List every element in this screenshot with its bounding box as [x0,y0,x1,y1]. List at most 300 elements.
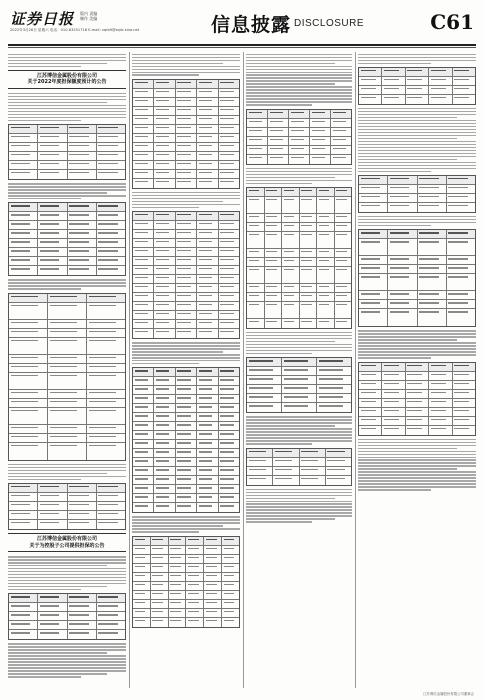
table-cell [154,284,175,292]
table-cell [133,284,154,292]
table-row [247,467,351,476]
body-text-block [358,54,476,64]
text-line [132,207,199,208]
table-cell [197,386,218,394]
table-cell [335,302,352,318]
text-line [8,93,126,94]
table-cell [289,137,310,145]
text-line [246,74,352,75]
table-cell [154,503,175,512]
text-line [358,454,476,455]
table-cell [68,511,97,519]
table-cell [219,494,239,502]
table-row [359,300,475,309]
table-cell [154,257,175,265]
table-cell [219,476,239,484]
table-cell [197,485,218,493]
table-cell [197,275,218,283]
table-cell [197,293,218,301]
table-row [9,257,125,266]
table-cell [382,408,405,416]
table-cell [265,258,283,266]
table-cell [151,591,169,599]
table-cell [453,372,475,380]
table-cell [247,367,282,375]
table-header-row [9,203,125,212]
table-cell [219,377,239,385]
table-cell [176,134,197,142]
table-cell [97,203,125,211]
table-cell [282,367,317,375]
table-cell [133,320,154,328]
table-cell [9,303,48,319]
text-line [358,168,476,169]
table-cell [169,600,187,608]
table-cell [197,116,218,124]
text-line [246,54,352,55]
table-cell [9,373,48,389]
table-cell [68,257,97,265]
table-cell [38,239,67,247]
table-cell [38,248,67,256]
table-cell [176,179,197,188]
table-cell [48,338,87,354]
table-cell [151,609,169,617]
table-cell [359,309,388,326]
table-cell [197,107,218,115]
text-line [246,419,352,420]
table-cell [310,146,331,154]
text-line [8,192,107,193]
table-cell [335,188,352,196]
text-line [246,509,352,510]
text-line [8,577,126,578]
body-text-block [8,183,126,199]
table-cell [204,573,222,581]
table-cell [9,390,48,398]
table-row [359,265,475,274]
text-line [358,348,476,349]
table-cell [97,257,125,265]
table-cell [197,467,218,475]
table-cell [133,422,154,430]
table-cell [204,555,222,563]
table-cell [186,564,204,572]
table-cell [317,302,335,318]
table-cell [133,239,154,247]
table-cell [97,520,125,529]
text-line [8,658,126,659]
table-cell [265,232,283,248]
table-row [247,367,351,376]
table-cell [197,257,218,265]
table-cell [197,413,218,421]
table-cell [418,185,447,193]
table-cell [359,230,388,238]
table-cell [154,458,175,466]
table-header-row [359,176,475,185]
table-row [9,248,125,257]
table-cell [9,329,48,337]
table-cell [38,484,67,492]
table-cell [219,404,239,412]
table-cell [133,485,154,493]
table-cell [310,128,331,136]
table-cell [97,212,125,220]
table-cell [197,329,218,338]
table-cell [300,319,318,328]
text-line [358,114,476,115]
text-line [8,117,126,118]
table-cell [453,86,475,94]
table-cell [197,311,218,319]
text-line [8,667,126,668]
table-cell [282,197,300,213]
text-line [246,95,352,96]
table-cell [335,232,352,248]
table-cell [429,68,452,76]
table-cell [9,493,38,501]
table-cell [186,555,204,563]
text-line [246,168,352,169]
table-cell [219,98,239,106]
table-cell [9,502,38,510]
table-cell [38,152,67,160]
table-cell [317,232,335,248]
table-cell [447,230,475,238]
table-cell [359,176,388,184]
table-cell [48,303,87,319]
table-cell [176,302,197,310]
table-cell [9,434,48,442]
table-cell [97,493,125,501]
text-line [132,345,240,346]
table-cell [133,80,154,88]
table-cell [447,309,475,326]
table-cell [176,293,197,301]
table-cell [176,161,197,169]
table-cell [9,170,38,179]
table-cell [289,155,310,164]
body-text-block [358,216,476,226]
text-line [358,489,431,490]
table-cell [418,239,447,255]
table-row [359,372,475,381]
table-cell [176,152,197,160]
table-row [133,170,239,179]
table-cell [406,86,429,94]
table-cell [429,408,452,416]
text-line [246,63,335,64]
table-row [133,431,239,440]
table-cell [300,476,326,485]
table-cell [447,185,475,193]
table-cell [247,110,268,118]
table-cell [429,363,452,371]
table-cell [133,458,154,466]
table-cell [418,274,447,290]
table-cell [133,537,151,545]
table-row [133,257,239,266]
text-line [8,473,107,474]
table-cell [388,230,417,238]
table-cell [154,179,175,188]
table-cell [282,358,317,366]
table-cell [326,476,351,485]
data-table [8,593,126,640]
table-cell [317,223,335,231]
table-cell [68,484,97,492]
table-cell [9,603,38,611]
section-title: 信息披露 [211,14,292,36]
table-cell [359,256,388,264]
table-cell [154,485,175,493]
text-line [8,652,107,653]
table-cell [282,267,300,283]
table-cell [247,284,265,292]
table-cell [197,143,218,151]
table-row [9,399,125,408]
table-cell [359,274,388,290]
masthead [8,6,476,44]
table-cell [300,467,326,475]
table-cell [68,502,97,510]
text-line [246,89,352,90]
table-row [133,422,239,431]
table-row [359,426,475,435]
table-row [133,458,239,467]
text-line [8,646,126,647]
table-cell [359,381,382,389]
table-cell [265,267,283,283]
table-cell [388,194,417,202]
table-cell [48,390,87,398]
table-cell [133,503,154,512]
text-line [246,80,352,81]
table-cell [197,230,218,238]
table-row [359,309,475,326]
table-cell [388,203,417,212]
text-line [358,222,476,223]
table-row [133,555,239,564]
table-row [9,161,125,170]
table-cell [418,300,447,308]
table-cell [317,385,351,393]
table-row [9,303,125,320]
table-cell [300,197,318,213]
table-row [247,293,351,302]
text-line [8,562,126,563]
table-row [9,511,125,520]
text-line [246,66,352,67]
table-cell [176,368,197,376]
table-row [133,564,239,573]
table-row [359,185,475,194]
table-cell [38,134,67,142]
table-cell [38,161,67,169]
text-line [8,670,126,671]
table-cell [133,555,151,563]
table-cell [176,212,197,220]
table-cell [265,284,283,292]
table-cell [219,170,239,178]
text-line [246,344,352,345]
table-cell [133,230,154,238]
table-row [9,338,125,355]
table-cell [169,591,187,599]
table-row [9,390,125,399]
text-line [358,138,457,139]
table-cell [197,98,218,106]
table-cell [133,573,151,581]
table-cell [9,212,38,220]
text-line [8,470,126,471]
table-cell [154,494,175,502]
table-cell [97,621,125,629]
table-row [359,291,475,300]
text-line [246,428,352,429]
table-cell [197,395,218,403]
text-line [8,586,107,587]
table-cell [169,609,187,617]
table-cell [133,440,154,448]
table-cell [406,426,429,435]
table-cell [265,223,283,231]
table-cell [197,284,218,292]
table-cell [133,293,154,301]
text-line [132,531,199,532]
table-cell [133,161,154,169]
table-cell [204,537,222,545]
table-cell [154,134,175,142]
text-line [358,336,476,337]
table-cell [300,267,318,283]
table-cell [219,449,239,457]
table-cell [265,214,283,222]
table-cell [418,265,447,273]
body-text-block [8,54,126,67]
column-3 [246,52,352,688]
table-cell [219,320,239,328]
table-cell [176,248,197,256]
table-cell [133,404,154,412]
table-cell [359,77,382,85]
table-cell [176,503,197,512]
table-row [359,417,475,426]
table-cell [133,170,154,178]
table-cell [359,291,388,299]
body-text-block [246,416,352,444]
column-divider [243,52,244,688]
table-cell [388,185,417,193]
table-cell [97,484,125,492]
table-cell [382,68,405,76]
table-cell [453,390,475,398]
text-line [358,57,476,58]
table-cell [176,386,197,394]
table-cell [429,95,452,104]
table-cell [9,484,38,492]
table-cell [219,302,239,310]
table-cell [219,125,239,133]
table-cell [406,381,429,389]
table-cell [176,230,197,238]
text-line [358,330,476,331]
text-line [358,159,457,160]
body-text-block [246,54,352,106]
table-cell [38,621,67,629]
table-cell [186,609,204,617]
table-cell [9,239,38,247]
table-cell [133,494,154,502]
table-cell [204,564,222,572]
table-cell [133,431,154,439]
table-cell [176,107,197,115]
table-row [133,143,239,152]
table-row [133,311,239,320]
text-line [358,451,476,452]
table-cell [197,125,218,133]
text-line [8,476,126,477]
table-cell [176,320,197,328]
text-line [8,583,126,584]
table-cell [68,239,97,247]
table-cell [154,98,175,106]
table-cell [133,476,154,484]
table-cell [247,293,265,301]
text-line [246,422,352,423]
text-line [8,571,126,572]
text-line [358,442,476,443]
table-cell [68,603,97,611]
table-cell [133,395,154,403]
table-row [133,573,239,582]
table-cell [154,80,175,88]
table-cell [97,143,125,151]
table-cell [97,594,125,602]
table-cell [447,274,475,290]
text-line [132,74,199,75]
table-cell [222,573,239,581]
text-line [358,162,476,163]
table-cell [197,221,218,229]
data-table [132,367,240,513]
table-cell [9,511,38,519]
table-header-row [9,294,125,303]
table-row [9,266,125,275]
table-row [9,221,125,230]
text-line [246,60,352,61]
table-cell [310,119,331,127]
text-line [132,519,240,520]
data-table [358,362,476,436]
table-row [359,86,475,95]
table-cell [9,520,38,529]
table-cell [186,537,204,545]
table-cell [310,137,331,145]
table-cell [154,239,175,247]
table-cell [68,161,97,169]
data-table [132,79,240,189]
table-cell [382,426,405,435]
text-line [8,114,126,115]
text-line [358,459,476,460]
table-cell [68,152,97,160]
edition-info [80,11,97,21]
table-row [359,390,475,399]
table-cell [197,458,218,466]
table-row [247,223,351,232]
